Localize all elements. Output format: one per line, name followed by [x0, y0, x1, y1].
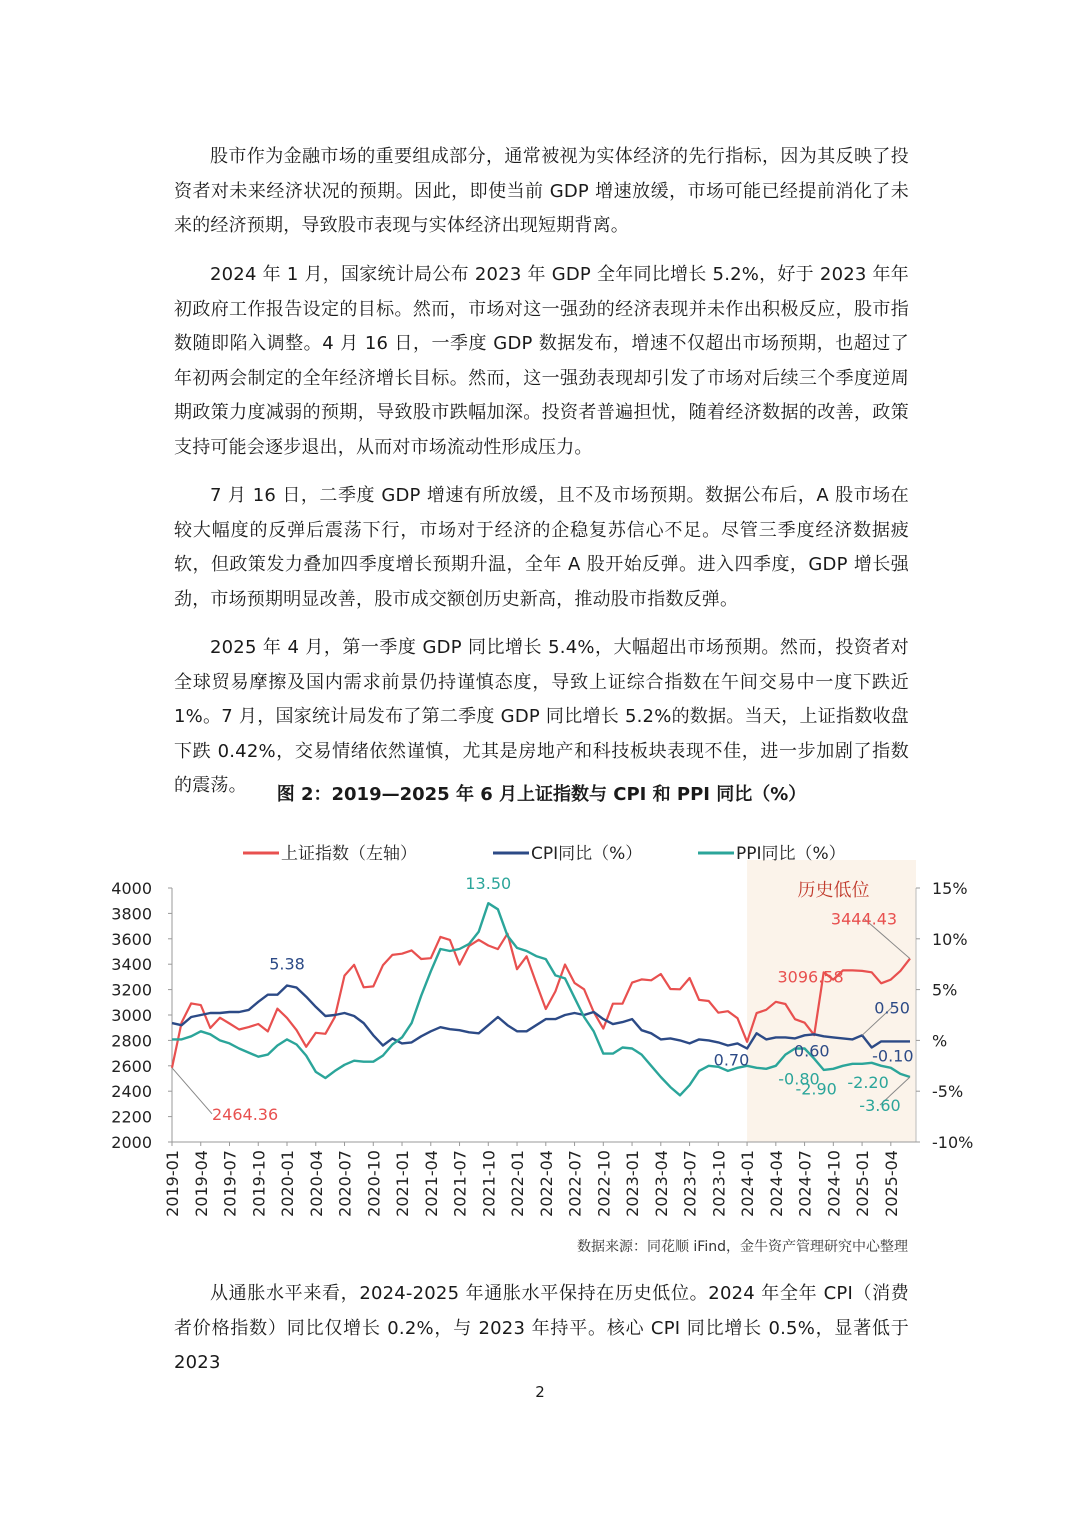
left-tick-label: 3400 [111, 955, 152, 975]
left-tick-label: 2200 [111, 1107, 152, 1127]
x-tick-label: 2019-10 [249, 1150, 269, 1217]
legend-label-cpi: CPI同比（%） [531, 844, 643, 864]
figure-source: 数据来源：同花顺 iFind，金牛资产管理研究中心整理 [576, 1239, 908, 1255]
x-tick-label: 2024-01 [738, 1150, 758, 1217]
x-tick-label: 2025-04 [881, 1150, 901, 1217]
left-tick-label: 3200 [111, 980, 152, 1000]
left-tick-label: 2800 [111, 1031, 152, 1051]
x-tick-label: 2021-04 [421, 1150, 441, 1217]
x-tick-label: 2021-01 [393, 1150, 413, 1217]
left-tick-label: 4000 [111, 879, 152, 898]
annotation-label: -2.90 [795, 1079, 837, 1099]
chart [100, 830, 980, 1230]
x-tick-label: 2022-04 [536, 1150, 556, 1217]
x-tick-label: 2025-01 [853, 1150, 873, 1217]
left-tick-label: 2400 [111, 1082, 152, 1102]
x-tick-label: 2021-10 [479, 1150, 499, 1217]
paragraph-5: 从通胀水平来看，2024-2025 年通胀水平保持在历史低位。2024 年全年 CPI（消费者价格指数）同比仅增长 0.2%，与 2023 年持平。核心 CPI 同比增长 0.5%，显著低于 2023 [174, 1283, 909, 1373]
figure-title: 图 2：2019—2025 年 6 月上证指数与 CPI 和 PPI 同比（%） [276, 784, 807, 805]
annotation-label: 3444.43 [830, 909, 898, 929]
x-tick-label: 2024-07 [795, 1150, 815, 1217]
annotation-leader [172, 1068, 212, 1114]
x-tick-label: 2022-10 [594, 1150, 614, 1217]
x-tick-label: 2023-07 [680, 1150, 700, 1217]
annotation-label: -0.80 [778, 1069, 820, 1089]
annotation-label: 3096.58 [777, 967, 844, 987]
annotation-label: 0.50 [874, 998, 910, 1018]
annotation-label: 2464.36 [212, 1104, 279, 1124]
paragraph-1: 股市作为金融市场的重要组成部分，通常被视为实体经济的先行指标，因为其反映了投资者对未来经济状况的预期。因此，即使当前 GDP 增速放缓，市场可能已经提前消化了未来的经济预期，导致股市表现与实体经济出现短期背离。 [174, 146, 909, 236]
right-tick-label: 10% [932, 929, 968, 949]
x-tick-label: 2019-04 [191, 1150, 211, 1217]
annotation-label: 0.70 [713, 1050, 750, 1070]
right-tick-label: 5% [932, 980, 958, 1000]
right-tick-label: % [932, 1031, 948, 1051]
paragraph-2: 2024 年 1 月，国家统计局公布 2023 年 GDP 全年同比增长 5.2%，好于 2023 年年初政府工作报告设定的目标。然而，市场对这一强劲的经济表现并未作出积极反应，股市指数随即陷入调整。4 月 16 日，一季度 GDP 数据发布，增速不仅超出市场预期，也超过了年初两会制定的全年经济增长目标。然而，这一强劲表现却引发了市场对后续三个季度逆周期政策力度减弱的预期，导致股市跌幅加深。投资者普遍担忧，随着经济数据的改善，政策支持可能会逐步退出，从而对市场流动性形成压力。 [174, 264, 909, 458]
annotation-label: 0.60 [793, 1041, 830, 1061]
x-tick-label: 2022-01 [508, 1150, 528, 1217]
annotation-label: 5.38 [269, 954, 305, 974]
low-region-label: 历史低位 [797, 880, 870, 901]
x-tick-label: 2020-10 [364, 1150, 384, 1217]
annotation-label: -3.60 [859, 1095, 901, 1115]
left-tick-label: 2600 [111, 1056, 152, 1076]
x-tick-label: 2020-04 [306, 1150, 326, 1217]
left-tick-label: 3600 [111, 929, 152, 949]
x-tick-label: 2024-10 [824, 1150, 844, 1217]
x-tick-label: 2022-07 [565, 1150, 585, 1217]
x-tick-label: 2020-07 [335, 1150, 355, 1217]
paragraph-4: 2025 年 4 月，第一季度 GDP 同比增长 5.4%，大幅超出市场预期。然而，投资者对全球贸易摩擦及国内需求前景仍持谨慎态度，导致上证综合指数在午间交易中一度下跌近 1%。7 月，国家统计局发布了第二季度 GDP 同比增长 5.2%的数据。当天，上证指数收盘下跌 0.42%，交易情绪依然谨慎，尤其是房地产和科技板块表现不佳，进一步加剧了指数的震荡。 [174, 637, 909, 796]
annotation-label: -2.20 [847, 1072, 889, 1092]
x-tick-label: 2023-04 [651, 1150, 671, 1217]
paragraph-3: 7 月 16 日，二季度 GDP 增速有所放缓，且不及市场预期。数据公布后，A 股市场在较大幅度的反弹后震荡下行，市场对于经济的企稳复苏信心不足。尽管三季度经济数据疲软，但政策发力叠加四季度增长预期升温，全年 A 股开始反弹。进入四季度，GDP 增长强劲，市场预期明显改善，股市成交额创历史新高，推动股市指数反弹。 [174, 485, 909, 610]
right-tick-label: -10% [932, 1133, 974, 1152]
legend-label-ppi: PPI同比（%） [736, 844, 846, 864]
page-number: 2 [535, 1383, 545, 1401]
left-tick-label: 3000 [111, 1006, 152, 1025]
x-tick-label: 2019-07 [220, 1150, 240, 1217]
right-tick-label: -5% [932, 1082, 964, 1102]
right-tick-label: 15% [932, 879, 968, 898]
annotation-label: -0.10 [872, 1046, 914, 1066]
left-tick-label: 3800 [111, 904, 152, 924]
x-tick-label: 2021-07 [450, 1150, 470, 1217]
x-tick-label: 2020-01 [278, 1150, 298, 1217]
legend-label-sh: 上证指数（左轴） [281, 844, 417, 864]
x-tick-label: 2019-01 [163, 1150, 182, 1217]
left-tick-label: 2000 [111, 1133, 152, 1152]
x-tick-label: 2024-04 [766, 1150, 786, 1217]
x-tick-label: 2023-01 [623, 1150, 643, 1217]
x-tick-label: 2023-10 [709, 1150, 729, 1217]
annotation-label: 13.50 [465, 874, 512, 894]
